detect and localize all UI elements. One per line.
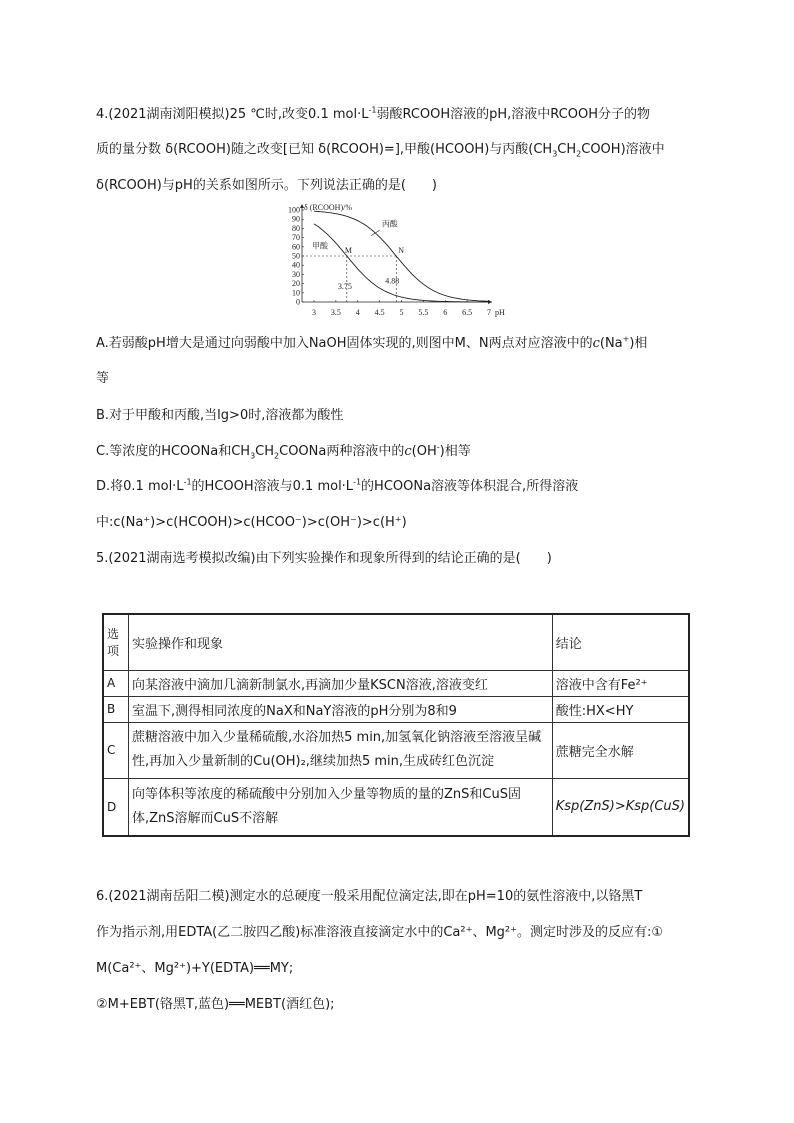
q4-option-a-cont: 等 (96, 371, 110, 386)
table-row: B 室温下,测得相同浓度的NaX和NaY溶液的pH分别为8和9 酸性:HX<HY (103, 696, 689, 722)
q5-stem: 5.(2021湖南选考模拟改编)由下列实验操作和现象所得到的结论正确的是( ) (96, 551, 552, 566)
series-label-formic: 甲酸 (312, 241, 328, 251)
x-tick-label: 4 (355, 308, 360, 317)
q4-stem-line-1: 4.(2021湖南浏阳模拟)25 ℃时,改变0.1 $mol\cdot L^{-1}$弱酸RCOOH溶液的pH,溶液中RCOOH分子的物 (96, 105, 651, 122)
y-tick-label: 80 (292, 223, 300, 233)
y-tick-label: 60 (292, 242, 300, 252)
x-tick-label: 4.5 (374, 308, 385, 317)
x-tick-label: 6.5 (462, 308, 473, 317)
y-axis-title: δ (RCOOH)/% (304, 203, 352, 212)
ph-distribution-chart (270, 202, 510, 324)
y-tick-label: 50 (292, 251, 300, 261)
y-tick-label: 10 (292, 288, 300, 298)
table-row: C 蔗糖溶液中加入少量稀硫酸,水浴加热5 min,加氢氧化钠溶液至溶液呈碱性,再加入少量新制的Cu(OH)₂,继续加热5 min,生成砖红色沉淀 蔗糖完全水解 (103, 722, 689, 778)
header-conclusion: 结论 (552, 614, 689, 670)
header-operation: 实验操作和现象 (129, 614, 553, 670)
annotation-n: 4.88 (385, 276, 400, 286)
x-tick-label: 6 (443, 308, 448, 317)
table-row: D 向等体积等浓度的稀硫酸中分别加入少量等物质的量的ZnS和CuS固体,ZnS溶解而CuS不溶解 Ksp(ZnS)>Ksp(CuS) (103, 778, 689, 836)
y-tick-label: 0 (296, 297, 300, 307)
annotation-m: 3.75 (337, 282, 352, 292)
chart-guides (302, 256, 396, 302)
point-m-label: M (344, 246, 352, 255)
table-header-row (103, 614, 689, 670)
q6-line-2: 作为指示剂,用EDTA(乙二胺四乙酸)标准溶液直接滴定水中的Ca²⁺、Mg²⁺。测定时涉及的反应有:① (96, 925, 664, 940)
q4-option-c: C.等浓度的HCOONa和$CH_3CH_2COONa$两种溶液中的c(OH-)相等 (96, 442, 471, 461)
q4-option-d-cont: 中:c(Na⁺)>c(HCOOH)>c(HCOO⁻)>c(OH⁻)>c(H⁺) (96, 515, 407, 530)
x-tick-label: 5 (399, 308, 404, 317)
y-tick-label: 40 (292, 260, 300, 270)
x-tick-label: 7 (487, 308, 491, 317)
q6-line-3: M(Ca²⁺、Mg²⁺)+Y(EDTA)══MY; (96, 961, 294, 976)
experiment-table (102, 613, 690, 837)
x-tick-label: 3 (312, 308, 316, 317)
series-label-propionic: 丙酸 (381, 219, 398, 229)
q4-stem-line-2: 质的量分数 δ(RCOOH)随之改变[已知 δ(RCOOH)=],甲酸(HCOOH)与丙酸$(CH_3CH_2COOH)$溶液中 (96, 142, 665, 159)
q4-option-d: D.将0.1 $mol\cdot L^{-1}$的HCOOH溶液与0.1 $mol\cdot L^{-1}$的HCOONa溶液等体积混合,所得溶液 (96, 477, 579, 494)
x-tick-label: 5.5 (418, 308, 429, 317)
series-leader (371, 230, 380, 236)
x-axis-title: pH (495, 308, 505, 317)
point-n-label: N (398, 246, 405, 255)
q6-line-1: 6.(2021湖南岳阳二模)测定水的总硬度一般采用配位滴定法,即在pH=10的氨性溶液中,以铬黑T (96, 889, 643, 904)
q4-option-b: B.对于甲酸和丙酸,当lg>0时,溶液都为酸性 (96, 408, 344, 423)
table-row: A 向某溶液中滴加几滴新制氯水,再滴加少量KSCN溶液,溶液变红 溶液中含有Fe²⁺ (103, 670, 689, 696)
q4-option-a: A.若弱酸pH增大是通过向弱酸中加入NaOH固体实现的,则图中M、N两点对应溶液中的c(Na+)相 (96, 334, 648, 351)
x-tick-label: 3.5 (330, 308, 341, 317)
header-option: 选 项 (103, 614, 129, 670)
y-tick-label: 100 (288, 205, 300, 215)
q4-stem-line-3: δ(RCOOH)与pH的关系如图所示。下列说法正确的是( ) (96, 178, 437, 193)
y-tick-label: 20 (292, 279, 300, 289)
q6-line-4: ②M+EBT(铬黑T,蓝色)══MEBT(酒红色); (96, 997, 335, 1012)
y-tick-label: 90 (292, 214, 300, 224)
y-tick-label: 30 (292, 269, 300, 279)
y-tick-label: 70 (292, 233, 300, 243)
